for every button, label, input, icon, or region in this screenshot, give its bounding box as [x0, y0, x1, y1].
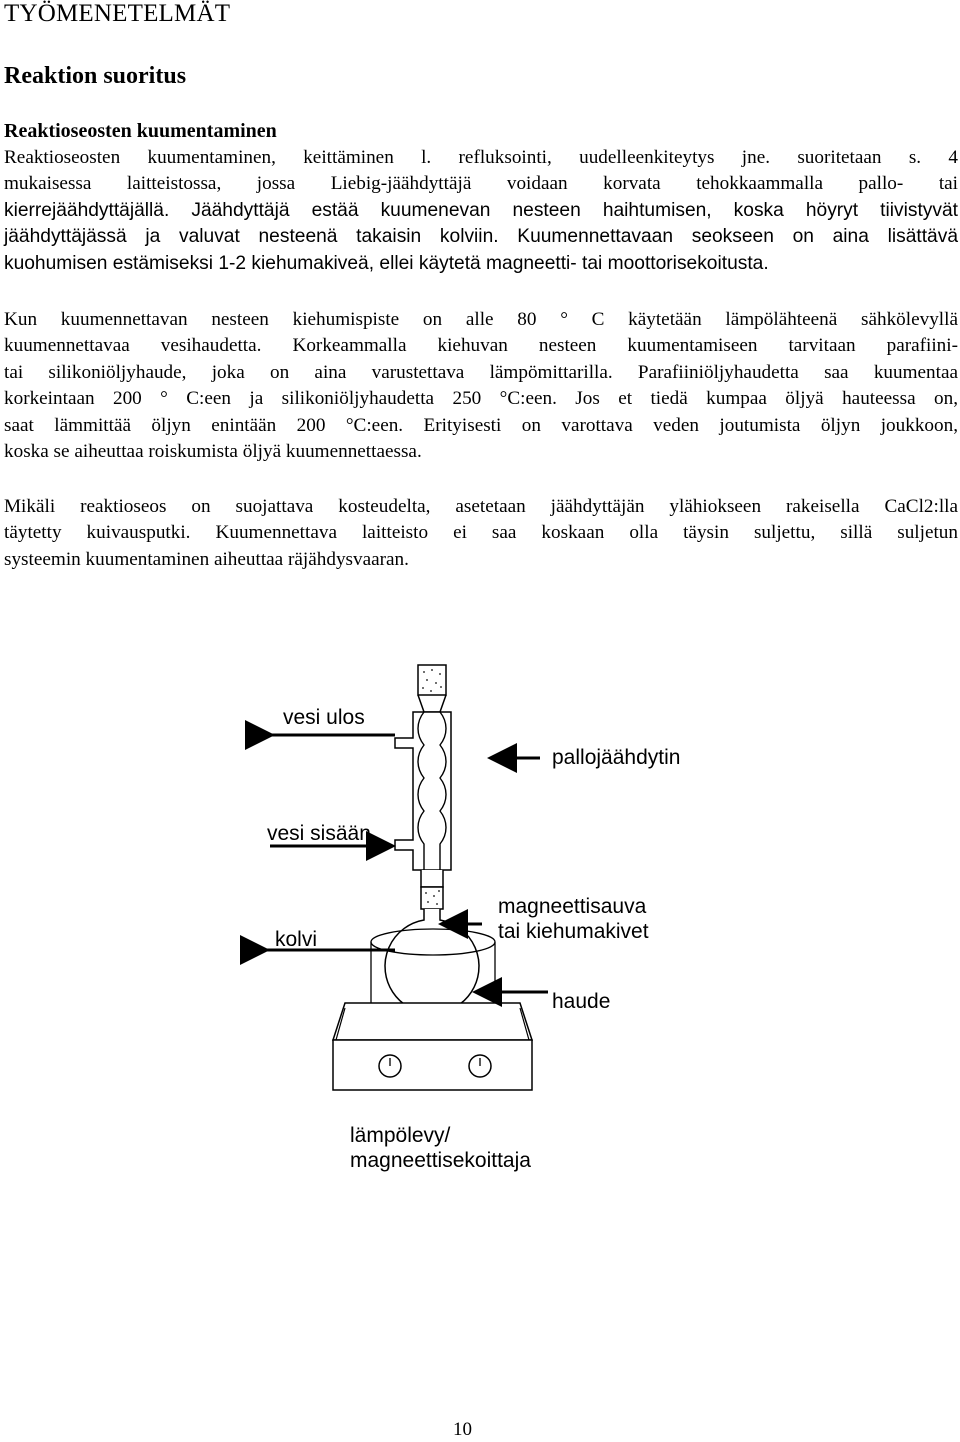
page-number: 10 — [453, 1419, 472, 1440]
paragraph-line: kuohumisen estämiseksi 1-2 kiehumakiveä, ellei käytetä magneetti- tai moottorisekoitusta. — [4, 252, 769, 274]
paragraph-line: kierrejäähdyttäjällä. Jäähdyttäjä estää kuumenevan nesteen haihtumisen, koska höyryt tiivistyvät — [4, 199, 958, 221]
subsection-title: Reaktioseosten kuumentaminen — [4, 120, 277, 142]
label-magneettisekoittaja: magneettisekoittaja — [350, 1149, 531, 1172]
paragraph-heating — [4, 145, 958, 277]
label-kiehumakivet: tai kiehumakivet — [498, 920, 649, 943]
paragraph-line: jäähdyttäjässä ja valuvat nesteenä takaisin kolviin. Kuumennettavaan seokseen on aina lisättävä — [4, 226, 958, 248]
bulb-condenser — [395, 712, 451, 870]
label-vesi-ulos: vesi ulos — [283, 706, 365, 729]
paragraph-line: mukaisessa laitteistossa, jossa Liebig-jäähdyttäjä voidaan korvata tehokkaammalla pallo- tai — [4, 173, 958, 195]
paragraph-moisture — [4, 494, 958, 573]
paragraph-line: tai silikoniöljyhaude, joka on aina varustettava lämpömittarilla. Parafiiniöljyhaudetta saa kuumentaa — [4, 361, 958, 383]
paragraph-line: täytetty kuivausputki. Kuumennettava laitteisto ei saa koskaan olla täysin suljettu, sillä suljetun — [4, 522, 958, 544]
paragraph-line: korkeintaan 200 ° C:een ja silikoniöljyhaudetta 250 °C:een. Jos et tiedä kumpaa öljyä hauteessa on, — [4, 388, 958, 410]
label-pallojaahdytin: pallojäähdytin — [552, 746, 681, 769]
paragraph-line: saat lämmittää öljyn enintään 200 °C:een. Erityisesti on varottava veden joutumista öljyn joukkoon, — [4, 414, 958, 436]
reflux-apparatus-diagram — [0, 650, 960, 1190]
label-lampolevy: lämpölevy/ — [350, 1124, 451, 1147]
paragraph-line: systeemin kuumentaminen aiheuttaa räjähdysvaaran. — [4, 548, 409, 570]
condenser-neck — [418, 695, 446, 712]
paragraph-line: Reaktioseosten kuumentaminen, keittäminen l. refluksointi, uudelleenkiteytys jne. suoritetaan s. 4 — [4, 147, 958, 168]
label-kolvi: kolvi — [275, 928, 318, 951]
label-haude: haude — [552, 990, 611, 1013]
section-title: Reaktion suoritus — [4, 63, 187, 89]
paragraph-line: kuumennettavaa vesihaudetta. Korkeammalla kiehuvan nesteen kuumentamiseen tarvitaan parafiini- — [4, 335, 958, 357]
hot-plate — [333, 1003, 532, 1090]
label-magneettisauva: magneettisauva — [498, 895, 647, 918]
paragraph-line: Mikäli reaktioseos on suojattava kosteudelta, asetetaan jäähdyttäjän ylähiokseen rakeisella CaCl2:lla — [4, 496, 958, 517]
paragraph-line: koska se aiheuttaa roiskumista öljyä kuumennettaessa. — [4, 441, 422, 463]
paragraph-baths — [4, 307, 958, 465]
label-vesi-sisaan: vesi sisään — [267, 822, 371, 845]
page-header-title: TYÖMENETELMÄT — [4, 0, 231, 27]
ground-glass-joint — [421, 870, 443, 909]
stopper-top — [418, 665, 446, 695]
paragraph-line: Kun kuumennettavan nesteen kiehumispiste on alle 80 ° C käytetään lämpölähteenä sähkölevyllä — [4, 309, 958, 330]
